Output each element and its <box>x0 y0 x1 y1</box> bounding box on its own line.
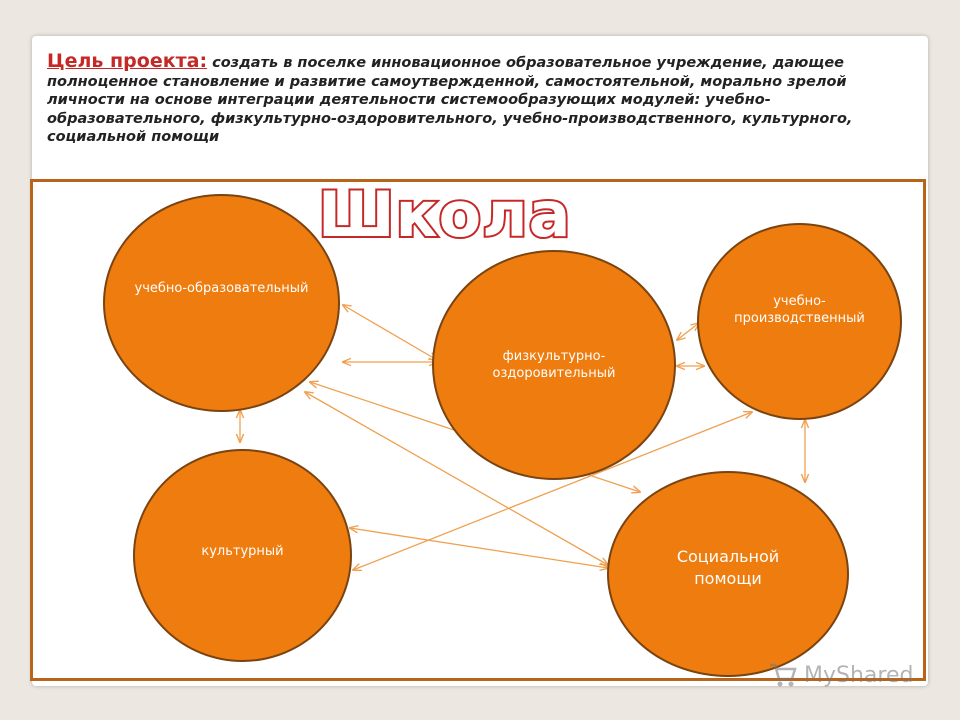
node-cultural-label: культурный <box>201 544 284 559</box>
goal-label: Цель проекта: <box>47 50 208 72</box>
node-social <box>607 471 849 677</box>
node-educational-label: учебно-образовательный <box>134 280 309 296</box>
project-goal <box>47 52 927 147</box>
school-title-text: Школа <box>318 178 572 248</box>
node-educational <box>103 194 340 412</box>
school-title <box>318 178 598 248</box>
node-sport <box>432 250 676 480</box>
node-production-label: учебно-производственный <box>734 293 865 326</box>
watermark-text: MyShared <box>804 662 914 688</box>
node-sport-label: физкультурно-оздоровительный <box>492 349 616 381</box>
node-production <box>697 223 902 420</box>
goal-text: создать в поселке инновационное образовательное учреждение, дающее полноценное становление и развитие самоутвержденной, самостоятельной, морально зрелой личности на основе интеграции деятельности системообразующих модулей: учебно-образовательного, физкультурно-оздоровительного, учебно-производственного, культурного, социальной помощи <box>47 55 853 145</box>
cart-icon <box>768 661 798 689</box>
node-social-label: Социальной помощи <box>676 547 780 588</box>
node-cultural <box>133 449 352 662</box>
watermark <box>768 658 928 692</box>
